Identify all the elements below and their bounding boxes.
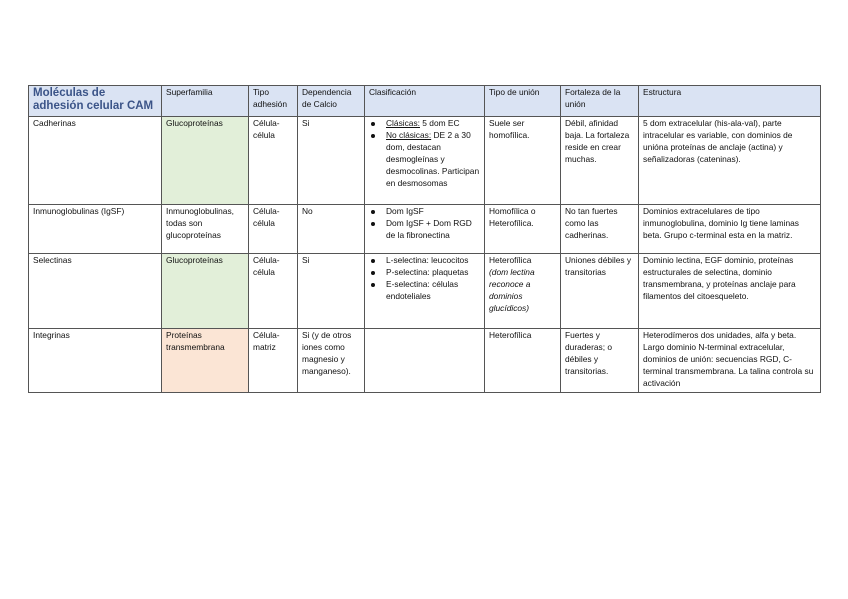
row-name: Integrinas xyxy=(29,329,162,393)
cell-fortaleza: Uniones débiles y transitorias xyxy=(561,254,639,329)
row-name: Selectinas xyxy=(29,254,162,329)
header-clasificacion: Clasificación xyxy=(365,86,485,117)
cell-fortaleza: No tan fuertes como las cadherinas. xyxy=(561,205,639,254)
list-item: L-selectina: leucocitos xyxy=(369,255,480,267)
cell-calcio: Si xyxy=(298,117,365,205)
cell-tipo-union xyxy=(485,254,561,329)
cell-estructura: Dominio lectina, EGF dominio, proteínas estructurales de selectina, dominio transmembrana, y proteínas anclaje para filamentos del citoesqueleto. xyxy=(639,254,821,329)
list-item xyxy=(369,118,480,130)
list-item: P-selectina: plaquetas xyxy=(369,267,480,279)
cell-superfamilia: Glucoproteínas xyxy=(162,254,249,329)
cell-superfamilia: Glucoproteínas xyxy=(162,117,249,205)
header-row xyxy=(29,86,821,117)
clasificacion-text: DE 2 a 30 dom, destacan desmogleínas y desmocolinas. Participan en desmosomas xyxy=(386,129,480,188)
cell-estructura: 5 dom extracelular (his-ala-val), parte intracelular es variable, con dominios de unióna proteínas de anclaje (actina) y señalizadoras (cateninas). xyxy=(639,117,821,205)
cell-tipo-union: Suele ser homofílica. xyxy=(485,117,561,205)
cell-estructura: Dominios extracelulares de tipo inmunoglobulina, dominio Ig tiene laminas beta. Grupo c-terminal esta en la matriz. xyxy=(639,205,821,254)
header-superfamilia: Superfamilia xyxy=(162,86,249,117)
cell-tipo-union: Heterofílica xyxy=(485,329,561,393)
clasificacion-list xyxy=(369,206,480,242)
cell-superfamilia: Inmunoglobulinas, todas son glucoproteínas xyxy=(162,205,249,254)
table-row xyxy=(29,205,821,254)
table-title: Moléculas de adhesión celular CAM xyxy=(29,86,162,117)
clasificacion-label: No clásicas: xyxy=(386,129,432,140)
header-fortaleza: Fortaleza de la unión xyxy=(561,86,639,117)
clasificacion-list xyxy=(369,255,480,303)
table-row xyxy=(29,329,821,393)
table-row xyxy=(29,254,821,329)
cell-fortaleza: Débil, afinidad baja. La fortaleza reside en crear muchas. xyxy=(561,117,639,205)
tipo-union-note: (dom lectina reconoce a dominios glucídicos) xyxy=(489,266,535,313)
list-item: Dom IgSF + Dom RGD de la fibronectina xyxy=(369,218,480,242)
cell-tipo: Célula-célula xyxy=(249,205,298,254)
header-tipo-adhesion: Tipo adhesión xyxy=(249,86,298,117)
cell-calcio: No xyxy=(298,205,365,254)
list-item xyxy=(369,130,480,190)
row-name: Inmunoglobulinas (IgSF) xyxy=(29,205,162,254)
cell-tipo: Célula-matriz xyxy=(249,329,298,393)
cam-table xyxy=(28,85,821,393)
cell-clasificacion xyxy=(365,117,485,205)
header-dependencia-calcio: Dependencia de Calcio xyxy=(298,86,365,117)
clasificacion-list xyxy=(369,118,480,190)
cell-clasificacion xyxy=(365,205,485,254)
list-item: Dom IgSF xyxy=(369,206,480,218)
tipo-union-text: Heterofílica xyxy=(489,255,532,265)
list-item: E-selectina: células endoteliales xyxy=(369,279,480,303)
cell-clasificacion xyxy=(365,254,485,329)
header-tipo-union: Tipo de unión xyxy=(485,86,561,117)
cell-tipo: Célula-célula xyxy=(249,117,298,205)
cell-calcio: Si (y de otros iones como magnesio y manganeso). xyxy=(298,329,365,393)
row-name: Cadherinas xyxy=(29,117,162,205)
cell-tipo-union: Homofílica o Heterofílica. xyxy=(485,205,561,254)
cell-tipo: Célula-célula xyxy=(249,254,298,329)
cell-fortaleza: Fuertes y duraderas; o débiles y transitorias. xyxy=(561,329,639,393)
cell-estructura: Heterodímeros dos unidades, alfa y beta. Largo dominio N-terminal extracelular, dominios de unión: secuencias RGD, C-terminal transmembrana. La talina controla su activación xyxy=(639,329,821,393)
clasificacion-text: 5 dom EC xyxy=(419,118,460,128)
header-estructura: Estructura xyxy=(639,86,821,117)
cell-clasificacion xyxy=(365,329,485,393)
cell-calcio: Si xyxy=(298,254,365,329)
clasificacion-label: Clásicas: xyxy=(386,118,420,128)
table-row xyxy=(29,117,821,205)
cell-superfamilia: Proteínas transmembrana xyxy=(162,329,249,393)
